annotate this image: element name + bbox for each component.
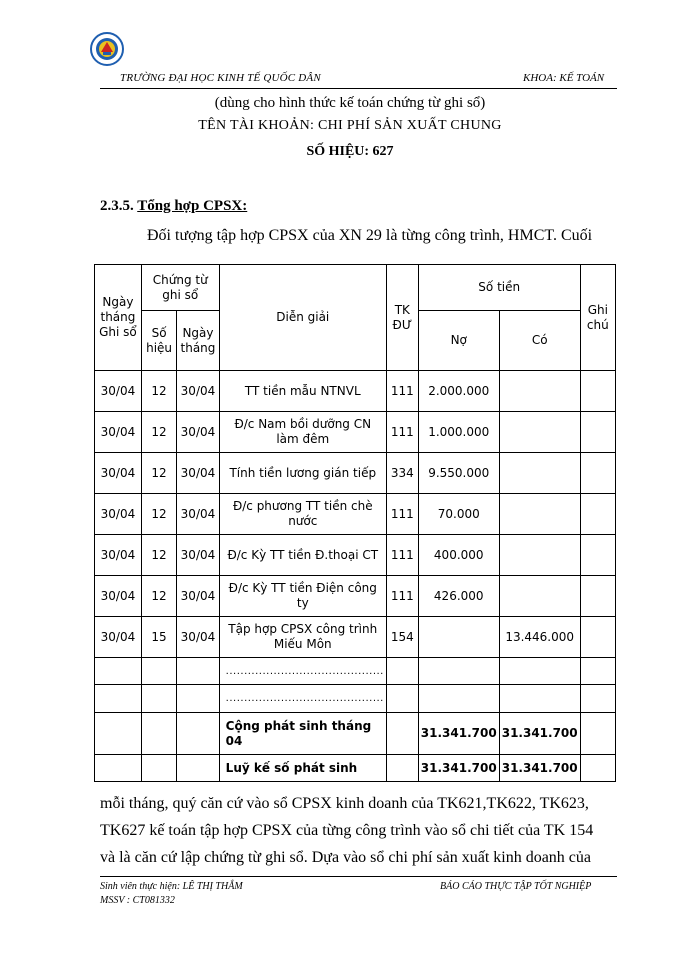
cell-date: 30/04 bbox=[95, 494, 142, 535]
cell-date: 30/04 bbox=[95, 412, 142, 453]
cell-acct: 111 bbox=[386, 371, 418, 412]
empty-cell bbox=[386, 755, 418, 782]
cell-date: 30/04 bbox=[95, 371, 142, 412]
account-name: TÊN TÀI KHOẢN: CHI PHÍ SẢN XUẤT CHUNG bbox=[198, 118, 502, 133]
empty-cell bbox=[177, 713, 219, 755]
empty-cell bbox=[499, 685, 580, 713]
section-number: 2.3.5. bbox=[100, 198, 134, 214]
empty-cell bbox=[418, 658, 499, 685]
cell-note bbox=[580, 576, 615, 617]
empty-cell bbox=[95, 755, 142, 782]
cell-no: 12 bbox=[141, 412, 176, 453]
cell-debit bbox=[418, 617, 499, 658]
cell-date: 30/04 bbox=[95, 535, 142, 576]
empty-row bbox=[95, 685, 616, 713]
cell-no: 12 bbox=[141, 371, 176, 412]
empty-cell bbox=[580, 658, 615, 685]
empty-cell bbox=[95, 685, 142, 713]
table-row bbox=[95, 371, 616, 412]
empty-cell bbox=[177, 685, 219, 713]
header-voucher-no: Số hiệu bbox=[141, 311, 176, 371]
cell-credit bbox=[499, 494, 580, 535]
empty-cell bbox=[386, 685, 418, 713]
empty-row bbox=[95, 658, 616, 685]
header-description: Diễn giải bbox=[219, 265, 386, 371]
empty-cell bbox=[418, 685, 499, 713]
total-credit: 31.341.700 bbox=[499, 713, 580, 755]
cell-credit bbox=[499, 453, 580, 494]
cell-desc: Tập hợp CPSX công trình Miếu Môn bbox=[219, 617, 386, 658]
cell-debit: 1.000.000 bbox=[418, 412, 499, 453]
cell-debit: 2.000.000 bbox=[418, 371, 499, 412]
header-voucher-date: Ngày tháng bbox=[177, 311, 219, 371]
faculty-name: KHOA: KẾ TOÁN bbox=[523, 72, 605, 84]
cumulative-row bbox=[95, 755, 616, 782]
cell-credit bbox=[499, 371, 580, 412]
empty-cell bbox=[177, 755, 219, 782]
empty-cell bbox=[177, 658, 219, 685]
empty-cell bbox=[95, 713, 142, 755]
total-debit: 31.341.700 bbox=[418, 713, 499, 755]
cell-note bbox=[580, 412, 615, 453]
body-paragraph-line: TK627 kế toán tập hợp CPSX của từng công trình vào sổ chi tiết của TK 154 bbox=[100, 822, 594, 839]
cell-acct: 111 bbox=[386, 494, 418, 535]
cell-debit: 9.550.000 bbox=[418, 453, 499, 494]
cell-acct: 111 bbox=[386, 412, 418, 453]
university-name: TRƯỜNG ĐẠI HỌC KINH TẾ QUỐC DÂN bbox=[120, 72, 321, 84]
cell-no: 12 bbox=[141, 494, 176, 535]
cell-vdate: 30/04 bbox=[177, 494, 219, 535]
header-voucher: Chứng từ ghi sổ bbox=[141, 265, 219, 311]
cell-desc: Đ/c phương TT tiền chè nước bbox=[219, 494, 386, 535]
cell-acct: 334 bbox=[386, 453, 418, 494]
cell-desc: Đ/c Kỳ TT tiền Điện công ty bbox=[219, 576, 386, 617]
cell-note bbox=[580, 535, 615, 576]
intro-paragraph: Đối tượng tập hợp CPSX của XN 29 là từng công trình, HMCT. Cuối bbox=[147, 227, 593, 244]
cell-vdate: 30/04 bbox=[177, 453, 219, 494]
total-label: Cộng phát sinh tháng 04 bbox=[219, 713, 386, 755]
cell-debit: 426.000 bbox=[418, 576, 499, 617]
cumulative-credit: 31.341.700 bbox=[499, 755, 580, 782]
header-debit: Nợ bbox=[418, 311, 499, 371]
cell-acct: 111 bbox=[386, 535, 418, 576]
table-row bbox=[95, 617, 616, 658]
empty-cell bbox=[580, 713, 615, 755]
table-row bbox=[95, 453, 616, 494]
empty-cell bbox=[499, 658, 580, 685]
footer-report-title: BÁO CÁO THỰC TẬP TỐT NGHIỆP bbox=[440, 881, 592, 892]
cell-note bbox=[580, 617, 615, 658]
cell-desc: Đ/c Kỳ TT tiền Đ.thoại CT bbox=[219, 535, 386, 576]
table-row bbox=[95, 412, 616, 453]
cell-credit bbox=[499, 412, 580, 453]
empty-cell bbox=[580, 755, 615, 782]
footer-student-id: MSSV : CT081332 bbox=[100, 895, 175, 906]
section-heading bbox=[100, 198, 247, 215]
cell-note bbox=[580, 453, 615, 494]
ledger-subtitle: (dùng cho hình thức kế toán chứng từ ghi sổ) bbox=[214, 95, 486, 111]
empty-cell bbox=[95, 658, 142, 685]
empty-cell bbox=[141, 713, 176, 755]
footer-student: Sinh viên thực hiện: LÊ THỊ THẮM bbox=[100, 881, 243, 892]
cell-no: 15 bbox=[141, 617, 176, 658]
cell-note bbox=[580, 494, 615, 535]
empty-cell bbox=[141, 658, 176, 685]
cell-credit bbox=[499, 535, 580, 576]
empty-cell bbox=[386, 713, 418, 755]
body-paragraph-line: mỗi tháng, quý căn cứ vào sổ CPSX kinh doanh của TK621,TK622, TK623, bbox=[100, 795, 589, 812]
cell-vdate: 30/04 bbox=[177, 535, 219, 576]
cell-vdate: 30/04 bbox=[177, 371, 219, 412]
total-row bbox=[95, 713, 616, 755]
empty-cell bbox=[141, 685, 176, 713]
body-paragraph-line: và là căn cứ lập chứng từ ghi sổ. Dựa vào sổ chi phí sản xuất kinh doanh của bbox=[100, 849, 592, 866]
cell-no: 12 bbox=[141, 535, 176, 576]
header-account: TK ĐƯ bbox=[386, 265, 418, 371]
cell-acct: 154 bbox=[386, 617, 418, 658]
ledger-table bbox=[94, 264, 616, 782]
empty-cell bbox=[141, 755, 176, 782]
empty-cell bbox=[580, 685, 615, 713]
cell-date: 30/04 bbox=[95, 576, 142, 617]
header-amount: Số tiền bbox=[418, 265, 580, 311]
table-row bbox=[95, 535, 616, 576]
cell-debit: 400.000 bbox=[418, 535, 499, 576]
cell-desc: TT tiền mẫu NTNVL bbox=[219, 371, 386, 412]
header-date: Ngày tháng Ghi sổ bbox=[95, 265, 142, 371]
header-note: Ghi chú bbox=[580, 265, 615, 371]
cell-date: 30/04 bbox=[95, 453, 142, 494]
cell-no: 12 bbox=[141, 576, 176, 617]
cell-vdate: 30/04 bbox=[177, 617, 219, 658]
cell-desc: Đ/c Nam bồi dưỡng CN làm đêm bbox=[219, 412, 386, 453]
cell-debit: 70.000 bbox=[418, 494, 499, 535]
dotted-placeholder: ........................................... bbox=[219, 658, 386, 685]
header-divider bbox=[100, 88, 617, 89]
cell-date: 30/04 bbox=[95, 617, 142, 658]
cell-vdate: 30/04 bbox=[177, 412, 219, 453]
university-logo-icon bbox=[90, 32, 124, 66]
cell-no: 12 bbox=[141, 453, 176, 494]
table-row bbox=[95, 576, 616, 617]
header-credit: Có bbox=[499, 311, 580, 371]
footer-divider bbox=[100, 876, 617, 877]
account-number: SỐ HIỆU: 627 bbox=[306, 144, 394, 159]
section-title: Tổng hợp CPSX: bbox=[137, 198, 248, 214]
dotted-placeholder: ........................................... bbox=[219, 685, 386, 713]
cell-acct: 111 bbox=[386, 576, 418, 617]
cell-credit bbox=[499, 576, 580, 617]
empty-cell bbox=[386, 658, 418, 685]
cell-note bbox=[580, 371, 615, 412]
table-row bbox=[95, 494, 616, 535]
cell-desc: Tính tiền lương gián tiếp bbox=[219, 453, 386, 494]
cumulative-label: Luỹ kế số phát sinh bbox=[219, 755, 386, 782]
cumulative-debit: 31.341.700 bbox=[418, 755, 499, 782]
cell-credit: 13.446.000 bbox=[499, 617, 580, 658]
cell-vdate: 30/04 bbox=[177, 576, 219, 617]
